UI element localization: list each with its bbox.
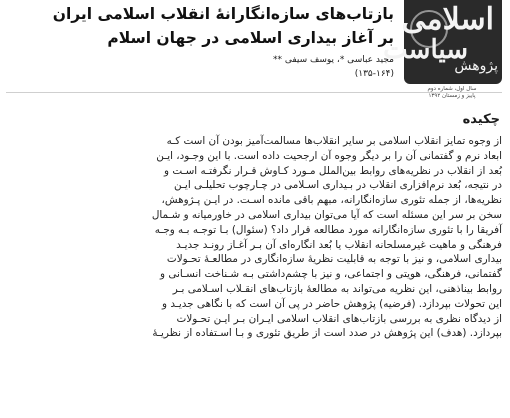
logo-text-line1: اسلامی [401,2,494,37]
issue-info [404,86,500,100]
header-divider [6,92,502,93]
page-range [6,68,394,80]
article-title [6,2,394,50]
issue-info-line1: سال اول، شماره دوم [427,86,477,92]
journal-logo [383,0,502,84]
title-line2: بر آغاز بیداری اسلامی در جهان اسلام [107,29,394,47]
article-authors: مجید عباسی *، یوسف سیفی ** [273,55,394,65]
abstract-line: فرهنگی و ماهیت غیرمسلحانه انقلاب یا بُعد انگاره‌ای آن بـر آغـاز رونـد جدیـد [176,238,502,251]
logo-text-line3: پژوهش [454,58,498,74]
abstract-line: نظریه‌ها، از جمله تئوری سازه‌انگارانه، مبهم باقی مانده اسـت. در ایـن پـژوهش، [161,194,502,207]
page-range-text: (۱۳۵-۱۶۴) [354,69,394,79]
abstract-line: این تحولات بپردازد. (فرضیه) پژوهش حاضر در پی آن است که با نگاهی جدیـد و [162,297,502,310]
abstract-body [8,134,502,341]
issue-info-line2: پاییز و زمستان ۱۳۹۲ [428,93,476,99]
abstract-line: گفتمانی، فرهنگی، هویتی و اجتماعی، و نیز با چشم‌داشتی بـه شـناخت انسـانی و [160,268,502,281]
abstract-line: سخن بر سر این مسئله است که آیا می‌توان بیداری اسلامی در خاورمیانه و شـمال [151,208,502,221]
abstract-line: از دیدگاه نظری به بررسی بازتاب‌های انقلاب اسلامی ایـران بـر ایـن تحـولات [176,312,502,325]
abstract-line: ابعاد نرم و گفتمانی آن را بر دیگر وجوه آن ارجحیت داده است. با این وجـود، ایـن [156,149,502,162]
abstract-line: از وجوه تمایز انقلاب اسلامی بر سایر انقلاب‌ها مسالمت‌آمیز بودن آن است کـه [166,135,502,147]
abstract-line: آفریقا را با تئوری سازه‌انگارانه مورد مطالعه قرار داد؟ (سئوال) بـا توجـه بـه وجـه [154,223,502,236]
abstract-line: بپردازد. (هدف) این پژوهش در صدد است از طریق تئوری و بـا اسـتفاده از نظریـۀ [152,327,502,340]
abstract-line: روابط بیناذهنی، این نظریه می‌تواند به مطالعۀ بازتاب‌های انقـلاب اسـلامی بـر [172,282,502,295]
abstract-line: بیداری اسلامی، و نیز با توجه به قابلیت نظریۀ سازه‌انگاری در مطالعـۀ تحـولات [166,253,502,266]
abstract-line: بُعد از انقلاب در نظریه‌های روابط بین‌الملل مـورد کـاوش قـرار نگرفتـه اسـت و [164,164,502,177]
abstract-line: در نتیجه، بُعد نرم‌افزاری انقلاب در بـیداری اسـلامی در چـارچوب تحلیلـی ایـن [173,179,502,192]
title-line1: بازتاب‌های سازه‌انگارانۀ انقلاب اسلامی ایران [52,5,394,23]
logo-text-line2: سیاست [383,35,468,65]
abstract-heading: چکیده [462,112,500,127]
